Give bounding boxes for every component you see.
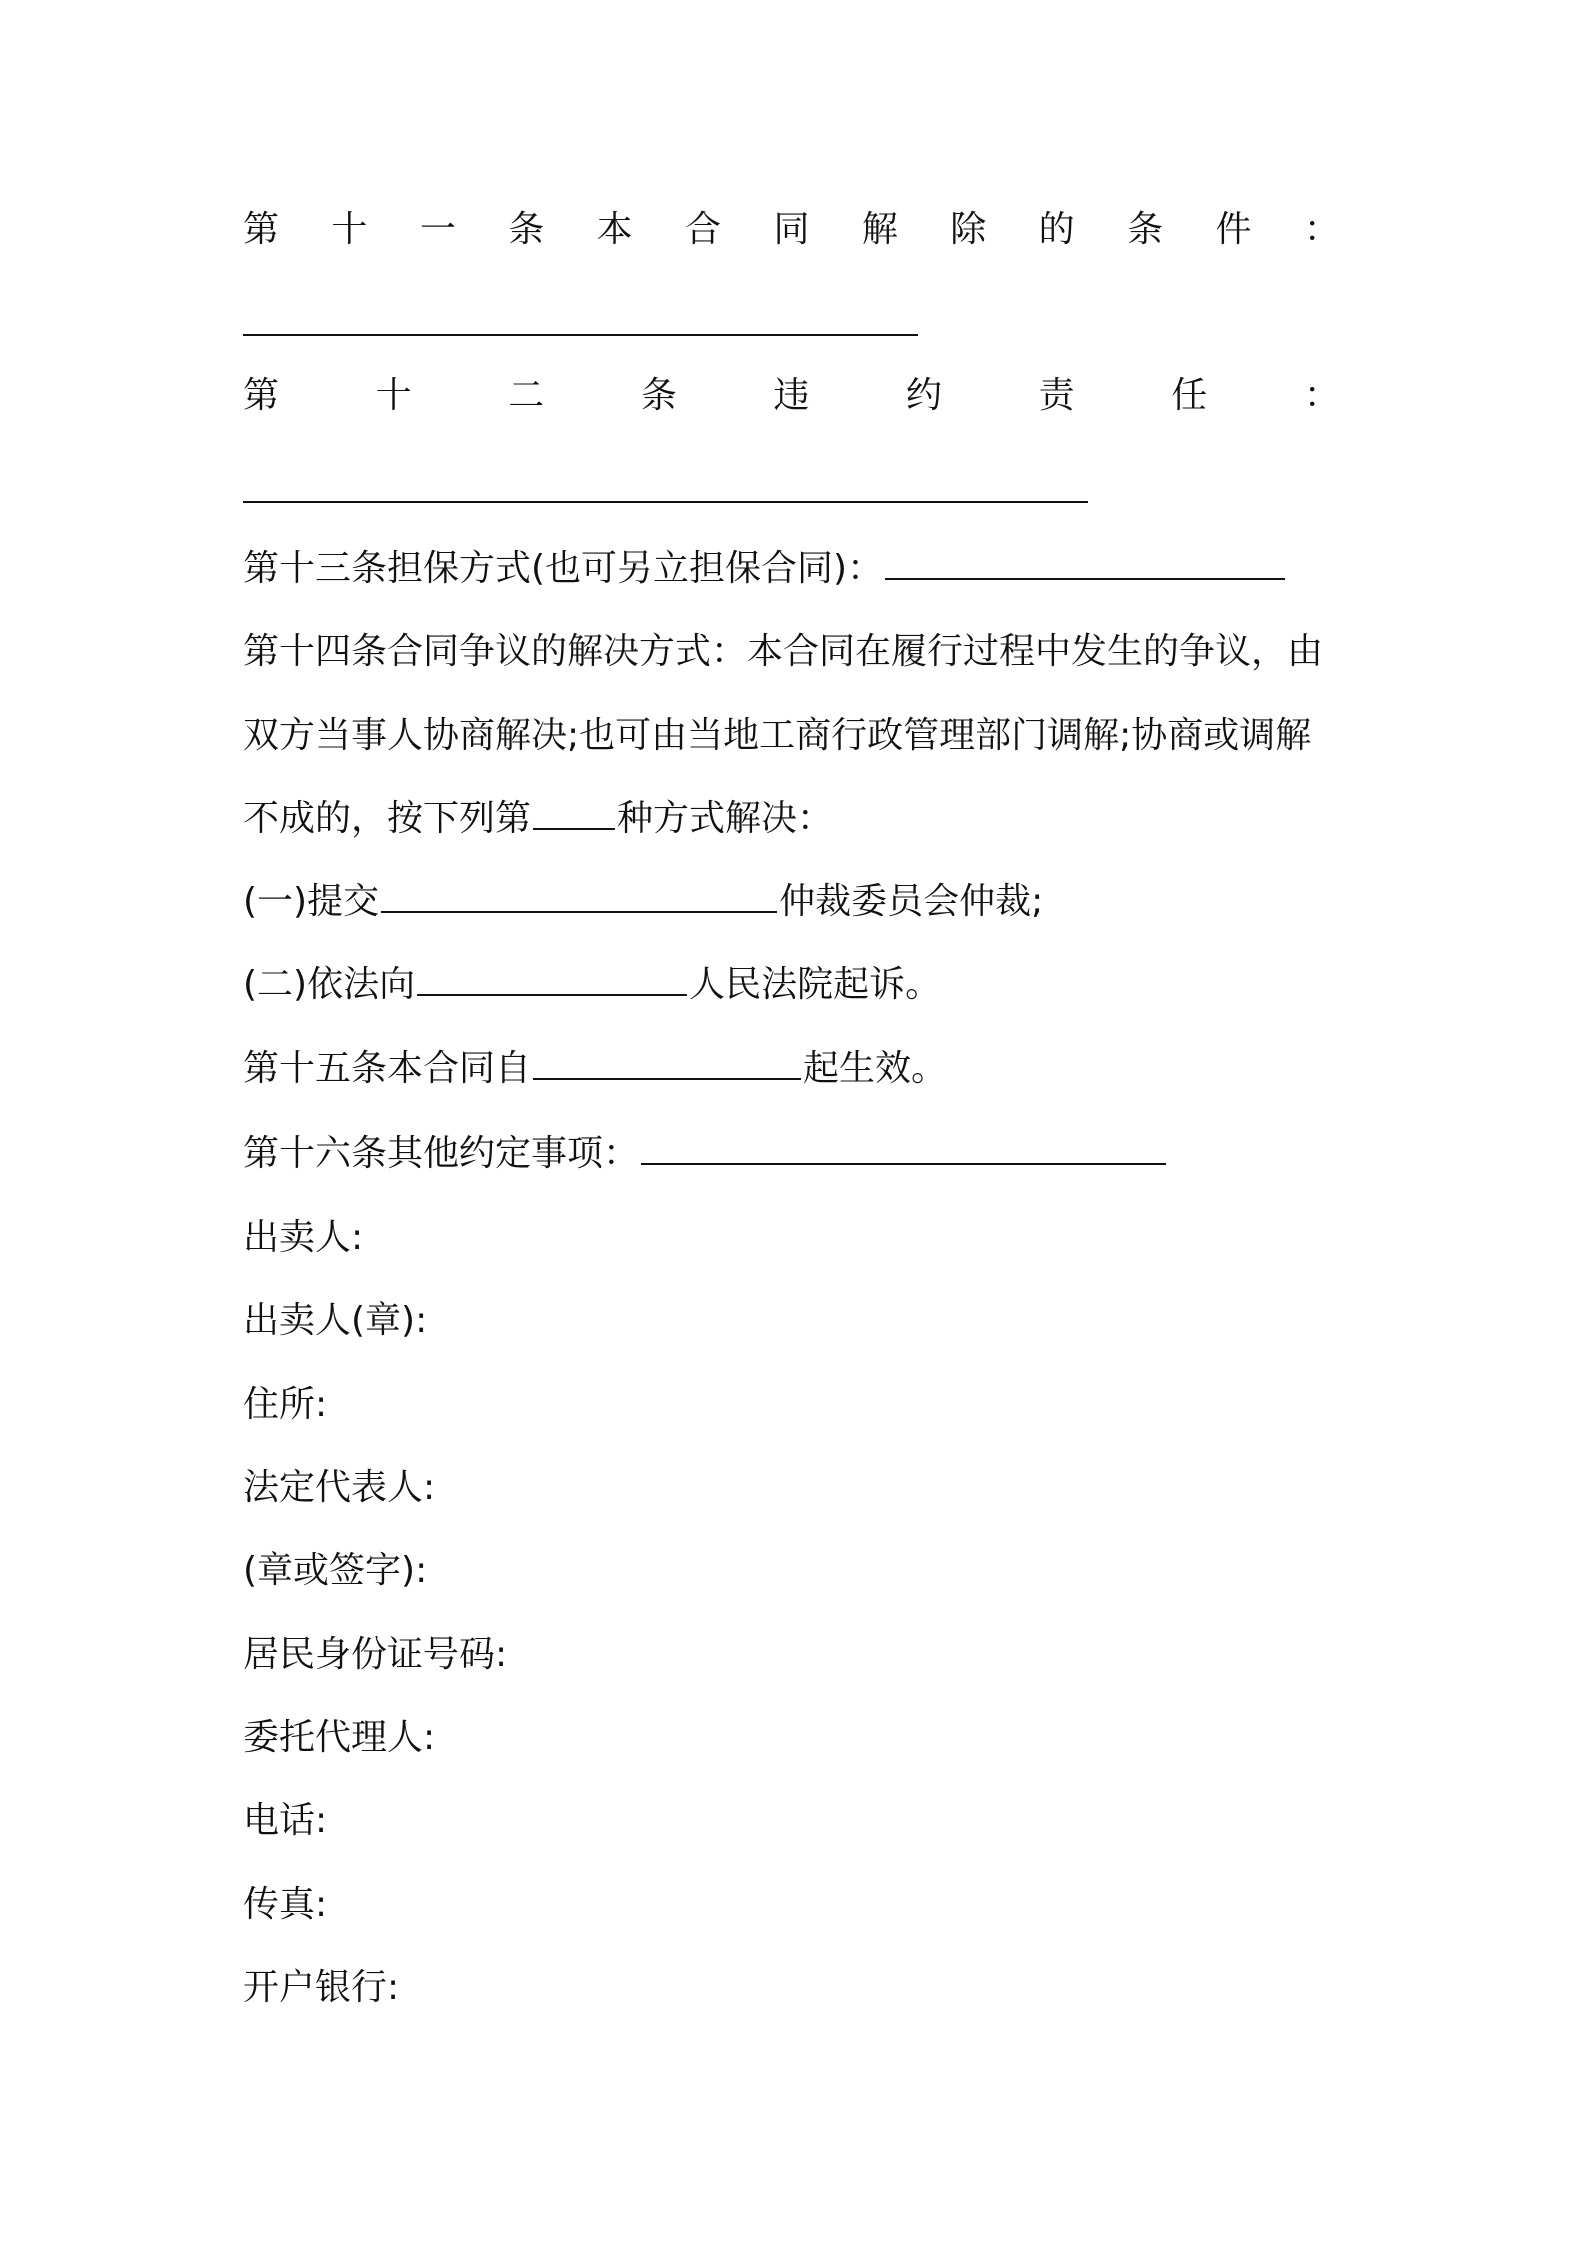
seller-field: 法定代表人: <box>243 1467 436 1508</box>
arbitration-committee-blank[interactable] <box>381 907 777 913</box>
article-11-char: 解 <box>861 209 898 250</box>
article-13-blank[interactable] <box>885 574 1285 580</box>
article-12-char: 约 <box>906 375 943 416</box>
article-11-char: 本 <box>596 209 633 250</box>
article-15 <box>243 1045 947 1093</box>
article-12-char: 十 <box>375 375 412 416</box>
option-1-pre: (一)提交 <box>243 881 380 922</box>
article-15-post: 起生效。 <box>803 1048 948 1089</box>
option-2-post: 人民法院起诉。 <box>689 964 942 1005</box>
dispute-option-blank[interactable] <box>533 824 615 830</box>
seller-field: 委托代理人: <box>243 1717 436 1758</box>
article-12-heading <box>243 372 1340 420</box>
article-11-char: 条 <box>508 209 545 250</box>
article-12-blank[interactable] <box>243 501 1088 503</box>
seller-field: 传真: <box>243 1884 328 1925</box>
article-12-char: 第 <box>243 375 280 416</box>
seller-field: 居民身份证号码: <box>243 1634 508 1675</box>
article-12-char: 责 <box>1038 375 1075 416</box>
option-1 <box>243 878 1043 926</box>
seller-field: 开户银行: <box>243 1967 400 2008</box>
seller-field: 电话: <box>243 1800 328 1841</box>
article-11-char: 除 <box>950 209 987 250</box>
article-11-char: ： <box>1303 209 1340 250</box>
article-15-pre: 第十五条本合同自 <box>243 1048 532 1089</box>
court-blank[interactable] <box>417 990 687 996</box>
article-11-char: 的 <box>1038 209 1075 250</box>
article-13-text: 第十三条担保方式(也可另立担保合同)： <box>243 548 884 589</box>
option-1-post: 仲裁委员会仲裁; <box>779 881 1044 922</box>
article-16-text: 第十六条其他约定事项： <box>243 1133 640 1174</box>
article-14-line-2: 双方当事人协商解决;也可由当地工商行政管理部门调解;协商或调解 <box>243 715 1312 756</box>
article-11-char: 一 <box>419 209 456 250</box>
article-11-char: 同 <box>773 209 810 250</box>
article-11-char: 第 <box>243 209 280 250</box>
article-12-char: 任 <box>1171 375 1208 416</box>
article-11-heading <box>243 206 1340 254</box>
article-13 <box>243 545 1287 593</box>
seller-field: 出卖人: <box>243 1217 364 1258</box>
article-14-line-3-post: 种方式解决： <box>617 798 834 839</box>
seller-field: 住所: <box>243 1384 328 1425</box>
article-11-char: 条 <box>1127 209 1164 250</box>
seller-field: 出卖人(章): <box>243 1300 428 1341</box>
article-12-char: 违 <box>773 375 810 416</box>
article-12-char: 条 <box>640 375 677 416</box>
article-16 <box>243 1130 1168 1178</box>
effective-date-blank[interactable] <box>533 1074 801 1080</box>
article-12-char: ： <box>1303 375 1340 416</box>
article-14-line-3 <box>243 795 833 843</box>
seller-field: (章或签字): <box>243 1550 428 1591</box>
article-11-char: 十 <box>331 209 368 250</box>
article-11-char: 合 <box>685 209 722 250</box>
article-11-char: 件 <box>1215 209 1252 250</box>
article-14-line-1: 第十四条合同争议的解决方式：本合同在履行过程中发生的争议，由 <box>243 631 1324 672</box>
option-2 <box>243 961 941 1009</box>
option-2-pre: (二)依法向 <box>243 964 416 1005</box>
other-matters-blank[interactable] <box>641 1159 1166 1165</box>
article-14-line-3-pre: 不成的，按下列第 <box>243 798 532 839</box>
article-12-char: 二 <box>508 375 545 416</box>
article-11-blank[interactable] <box>243 334 918 336</box>
